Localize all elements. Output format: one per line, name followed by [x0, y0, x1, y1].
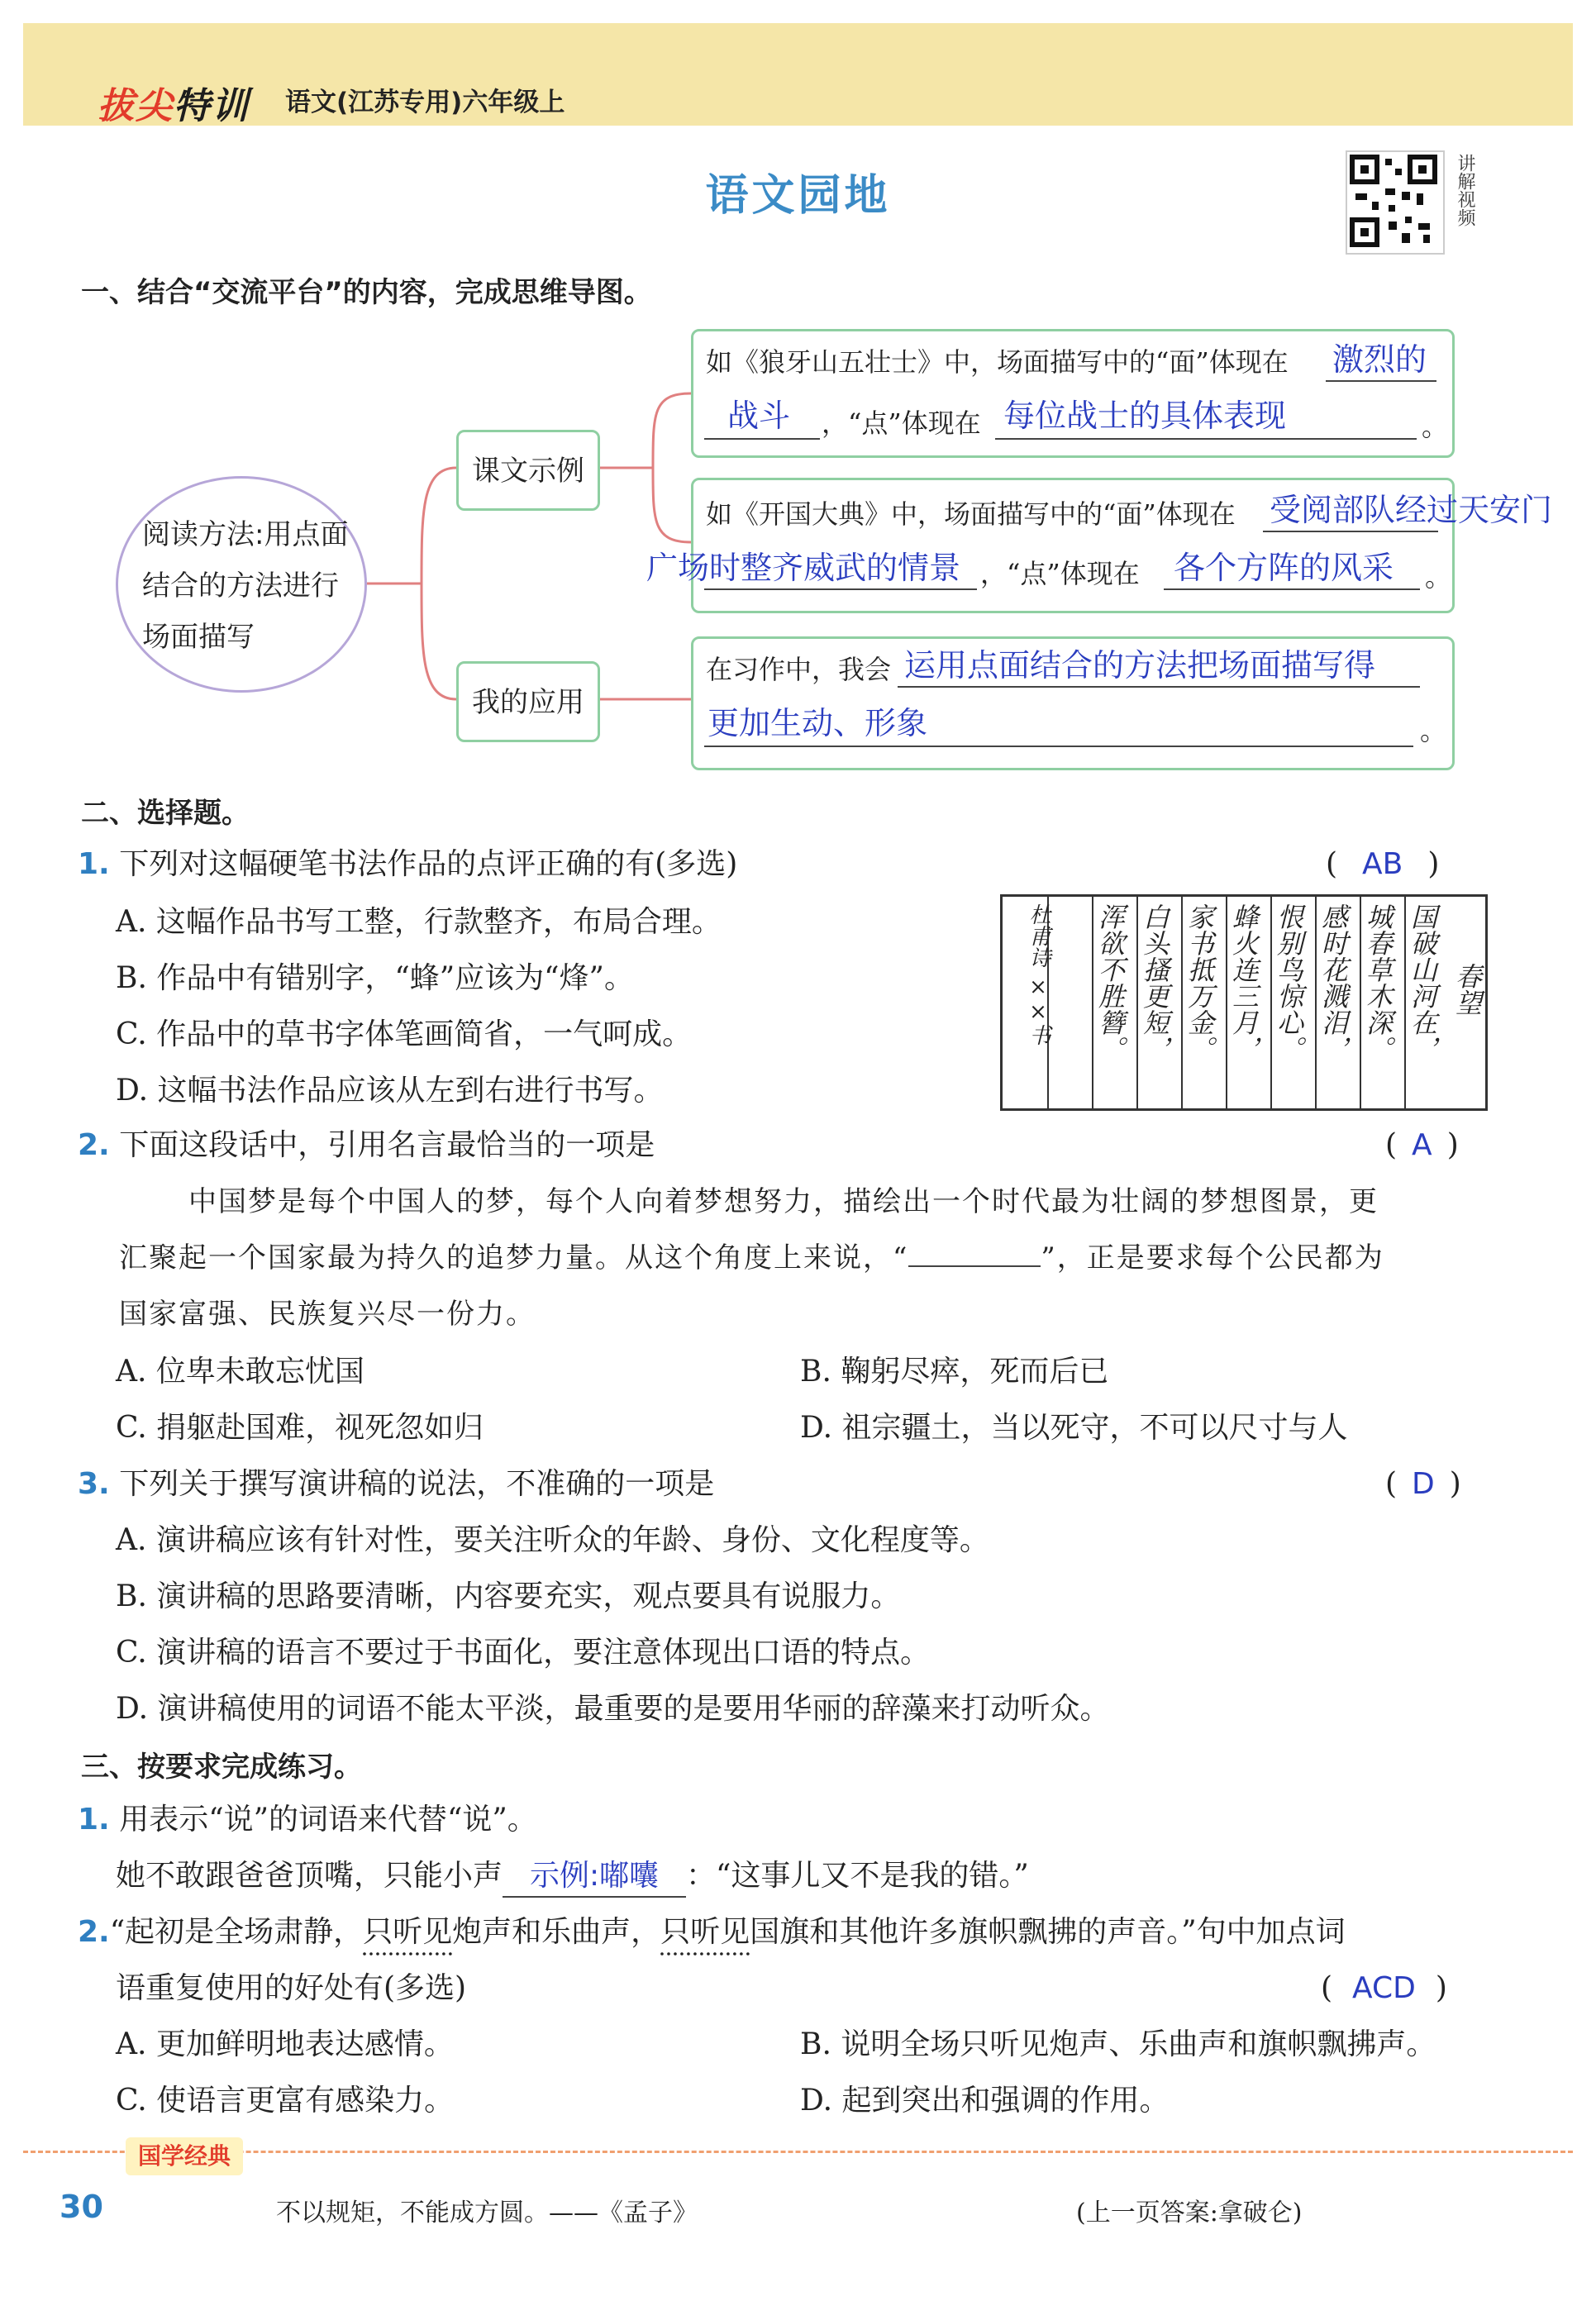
box1-end: 。: [1422, 411, 1449, 442]
s3-q2-answer: ACD: [1352, 1971, 1416, 2005]
q2-text: 下面这段话中，引用名言最恰当的一项是: [119, 1128, 655, 1162]
brand-logo: 拔尖特训: [98, 85, 250, 127]
q3-option-a: A. 演讲稿应该有针对性，要关注听众的年龄、身份、文化程度等。: [116, 1523, 989, 1557]
q3-number: 3.: [78, 1467, 110, 1501]
calligraphy-line-4: 恨别鸟惊心。: [1273, 903, 1304, 1062]
q3-option-b: B. 演讲稿的思路要清晰，内容要充实，观点要具有说服力。: [116, 1579, 901, 1613]
box1-text-a: 如《狼牙山五壮士》中，场面描写中的“面”体现在: [706, 346, 1289, 378]
box2-answer-2: 广场时整齐威武的情景: [646, 550, 961, 586]
q3-option-c: C. 演讲稿的语言不要过于书面化，要注意体现出口语的特点。: [116, 1636, 931, 1670]
dotted-word-1: 只听见: [363, 1915, 453, 1949]
qr-label: 讲解视频: [1455, 154, 1475, 226]
dotted-word-2: 只听见: [660, 1915, 750, 1949]
box1-blank-1: [1326, 380, 1436, 382]
q1-option-d: D. 这幅书法作品应该从左到右进行书写。: [116, 1074, 664, 1108]
s3-q1-number: 1.: [78, 1803, 110, 1837]
q2-passage-line-1: 中国梦是每个中国人的梦，每个人向着梦想努力，描绘出一个时代最为壮阔的梦想图景，更: [188, 1185, 1379, 1218]
page-title: 语文园地: [705, 171, 891, 221]
calligraphy-line-6: 家书抵万金。: [1184, 903, 1215, 1062]
box2-blank-2: [704, 588, 977, 590]
calligraphy-artwork: [1000, 894, 1488, 1111]
calligraphy-line-5: 蜂火连三月，: [1228, 903, 1260, 1062]
q2-stem: [78, 1126, 655, 1165]
box2-blank-3: [1164, 588, 1420, 590]
section2-heading: 二、选择题。: [81, 797, 250, 830]
s3-q2-stem-line2: 语重复使用的好处有(多选): [116, 1971, 467, 2005]
s3-q2-stem: 2.“起初是全场肃静，只听见炮声和乐曲声，只听见国旗和其他许多旗帜飘拂的声音。”句中加点词: [78, 1915, 1346, 1949]
s3-q1-stem: [78, 1800, 537, 1840]
q1-option-a: A. 这幅作品书写工整，行款整齐，布局合理。: [116, 905, 722, 939]
q3-stem: [78, 1465, 714, 1504]
branch-my-application: 我的应用: [456, 661, 600, 742]
q1-text: 下列对这幅硬笔书法作品的点评正确的有(多选): [119, 847, 738, 881]
box1-answer-3: 每位战士的具体表现: [1003, 398, 1287, 434]
calligraphy-line-8: 浑欲不胜簪。: [1094, 903, 1126, 1062]
q1-number: 1.: [78, 847, 110, 881]
box3-answer-2: 更加生动、形象: [707, 705, 928, 741]
q2-blank: [908, 1265, 1041, 1267]
q3-option-d: D. 演讲稿使用的词语不能太平淡，最重要的是要用华丽的辞藻来打动听众。: [116, 1692, 1110, 1726]
q1-stem: [78, 845, 737, 884]
s3-q2-option-c: C. 使语言更富有感染力。: [116, 2084, 455, 2118]
q2-option-a: A. 位卑未敢忘忧国: [116, 1355, 364, 1389]
q1-option-b: B. 作品中有错别字，“蜂”应该为“烽”。: [116, 961, 634, 995]
calligraphy-line-1: 国破山河在，: [1407, 903, 1438, 1062]
s3-q1-text: 用表示“说”的词语来代替“说”。: [119, 1803, 537, 1837]
q2-passage-line-3: 国家富强、民族复兴尽一份力。: [119, 1298, 536, 1331]
footer-quote: 不以规矩，不能成方圆。——《孟子》: [276, 2199, 698, 2227]
section1-heading: 一、结合“交流平台”的内容，完成思维导图。: [81, 276, 652, 309]
calligraphy-title: 春望: [1451, 963, 1483, 1016]
s3-q2-number: 2.: [78, 1915, 110, 1949]
box2-text-a: 如《开国大典》中，场面描写中的“面”体现在: [706, 498, 1236, 530]
box2-answer-3: 各个方阵的风采: [1174, 550, 1394, 586]
q1-answer-bracket: ( AB ): [1326, 847, 1440, 881]
q3-text: 下列关于撰写演讲稿的说法，不准确的一项是: [119, 1467, 715, 1501]
calligraphy-line-2: 城春草木深。: [1362, 903, 1394, 1062]
q2-option-c: C. 捐躯赴国难，视死忽如归: [116, 1411, 484, 1445]
box2-answer-1: 受阅部队经过天安门: [1270, 492, 1553, 528]
box1-text-b: ，“点”体现在: [822, 407, 981, 439]
box3-text-a: 在习作中，我会: [706, 654, 892, 685]
q2-number: 2.: [78, 1128, 110, 1162]
box3-blank-2: [704, 746, 1413, 747]
q2-passage-line-2: 汇聚起一个国家最为持久的追梦力量。从这个角度上来说，“ ”，正是要求每个公民都为: [119, 1241, 1384, 1274]
q2-answer: A: [1412, 1128, 1432, 1162]
q3-answer-bracket: ( D ): [1385, 1467, 1461, 1501]
q2-answer-bracket: ( A ): [1385, 1128, 1459, 1162]
box2-end: 。: [1425, 561, 1452, 593]
calligraphy-signature: 杜甫诗 ××书: [1026, 903, 1051, 1046]
calligraphy-line-7: 白头搔更短，: [1139, 903, 1170, 1062]
box3-blank-1: [898, 686, 1420, 688]
section3-heading: 三、按要求完成练习。: [81, 1751, 362, 1784]
box3-answer-1: 运用点面结合的方法把场面描写得: [904, 647, 1376, 684]
q3-answer: D: [1412, 1467, 1435, 1501]
mindmap-center-text: 阅读方法:用点面结合的方法进行场面描写: [142, 518, 349, 654]
box1-blank-2: [704, 438, 820, 440]
footer-tag: 国学经典: [126, 2137, 243, 2175]
q2-option-b: B. 鞠躬尽瘁，死而后已: [800, 1355, 1109, 1389]
s3-q2-option-a: A. 更加鲜明地表达感情。: [116, 2027, 454, 2061]
s3-q2-option-b: B. 说明全场只听见炮声、乐曲声和旗帜飘拂声。: [800, 2027, 1436, 2061]
page-number: 30: [60, 2189, 103, 2225]
subject-label: 语文(江苏专用)六年级上: [285, 88, 565, 117]
calligraphy-line-3: 感时花溅泪，: [1317, 903, 1349, 1062]
box1-answer-1: 激烈的: [1332, 341, 1427, 378]
box3-end: 。: [1420, 715, 1447, 746]
q1-option-c: C. 作品中的草书字体笔画简省，一气呵成。: [116, 1017, 693, 1051]
box1-answer-2: 战斗: [727, 398, 791, 434]
s3-q2-option-d: D. 起到突出和强调的作用。: [800, 2084, 1170, 2118]
branch-textbook-example: 课文示例: [456, 430, 600, 511]
q1-answer: AB: [1362, 847, 1403, 881]
s3-q1-answer: 示例:嘟囔: [529, 1859, 660, 1893]
box2-blank-1: [1263, 531, 1438, 532]
box1-blank-3: [995, 438, 1417, 440]
s3-q2-answer-bracket: ( ACD ): [1321, 1971, 1447, 2005]
q2-option-d: D. 祖宗疆土，当以死守，不可以尺寸与人: [800, 1411, 1348, 1445]
s3-q1-sentence: 她不敢跟爸爸顶嘴，只能小声 示例:嘟囔 ：“这事儿又不是我的错。”: [116, 1856, 1029, 1898]
footer-previous-answer: (上一页答案:拿破仑): [1076, 2199, 1303, 2227]
footer-divider: [23, 2151, 1573, 2153]
box2-text-b: ，“点”体现在: [980, 558, 1140, 589]
